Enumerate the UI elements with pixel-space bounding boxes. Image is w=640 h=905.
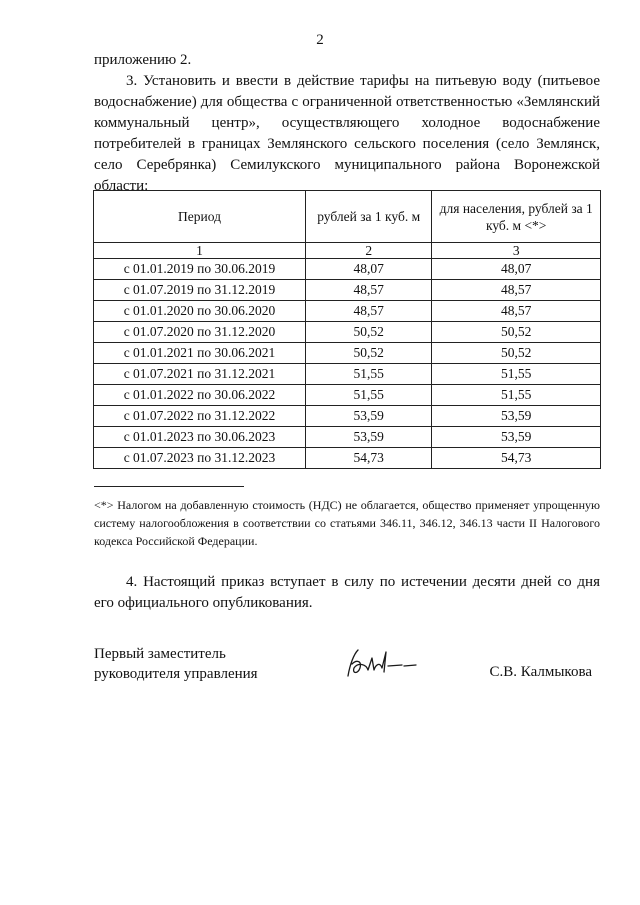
population-rate-cell: 53,59 [432,427,601,448]
column-number: 1 [94,243,306,259]
signatory-title [94,644,258,684]
table-row [94,301,601,322]
table-row [94,406,601,427]
table-row [94,322,601,343]
period-cell: с 01.07.2019 по 31.12.2019 [94,280,306,301]
header-population-rate: для населения, рублей за 1 куб. м <*> [432,191,601,243]
paragraph-continuation: приложению 2. [94,52,192,68]
population-rate-cell: 50,52 [432,343,601,364]
footnote-divider [94,486,244,487]
population-rate-cell: 53,59 [432,406,601,427]
paragraph-3: 3. Установить и ввести в действие тарифы на питьевую воду (питьевое водоснабжение) для общества с ограниченной ответственностью «Землянский коммунальный центр», осуществляющего холодное водоснабжение потребителей в границах Землянского сельского поселения (село Землянск, село Серебрянка) Семилукского муниципального района Воронежской области: [94,73,600,194]
tariff-table [93,190,601,469]
period-cell: с 01.07.2023 по 31.12.2023 [94,448,306,469]
rate-cell: 50,52 [305,322,431,343]
period-cell: с 01.01.2020 по 30.06.2020 [94,301,306,322]
rate-cell: 50,52 [305,343,431,364]
population-rate-cell: 54,73 [432,448,601,469]
population-rate-cell: 51,55 [432,364,601,385]
rate-cell: 51,55 [305,364,431,385]
table-row [94,385,601,406]
population-rate-cell: 48,07 [432,259,601,280]
period-cell: с 01.07.2020 по 31.12.2020 [94,322,306,343]
header-rate: рублей за 1 куб. м [305,191,431,243]
handwritten-signature [342,646,422,682]
table-row [94,343,601,364]
paragraph-4: 4. Настоящий приказ вступает в силу по истечении десяти дней со дня его официального опубликования. [94,574,600,611]
rate-cell: 53,59 [305,406,431,427]
header-period: Период [94,191,306,243]
period-cell: с 01.01.2019 по 30.06.2019 [94,259,306,280]
period-cell: с 01.07.2021 по 31.12.2021 [94,364,306,385]
population-rate-cell: 48,57 [432,280,601,301]
table-row [94,280,601,301]
population-rate-cell: 48,57 [432,301,601,322]
period-cell: с 01.07.2022 по 31.12.2022 [94,406,306,427]
column-number: 3 [432,243,601,259]
column-numbers-row [94,243,601,259]
rate-cell: 51,55 [305,385,431,406]
table-row [94,259,601,280]
period-cell: с 01.01.2021 по 30.06.2021 [94,343,306,364]
rate-cell: 48,57 [305,280,431,301]
rate-cell: 54,73 [305,448,431,469]
rate-cell: 48,07 [305,259,431,280]
signatory-name: С.В. Калмыкова [489,664,592,680]
table-row [94,448,601,469]
page-number: 2 [316,32,324,48]
table-row [94,427,601,448]
population-rate-cell: 51,55 [432,385,601,406]
rate-cell: 48,57 [305,301,431,322]
period-cell: с 01.01.2022 по 30.06.2022 [94,385,306,406]
period-cell: с 01.01.2023 по 30.06.2023 [94,427,306,448]
table-row [94,364,601,385]
signatory-title-line-1: Первый заместитель [94,646,226,662]
table-header-row [94,191,601,243]
signatory-title-line-2: руководителя управления [94,666,258,682]
footnote: <*> Налогом на добавленную стоимость (НДС) не облагается, общество применяет упрощенную систему налогообложения в соответствии со статьями 346.11, 346.12, 346.13 части II Налогового кодекса Российской Федерации. [94,498,600,548]
column-number: 2 [305,243,431,259]
population-rate-cell: 50,52 [432,322,601,343]
rate-cell: 53,59 [305,427,431,448]
